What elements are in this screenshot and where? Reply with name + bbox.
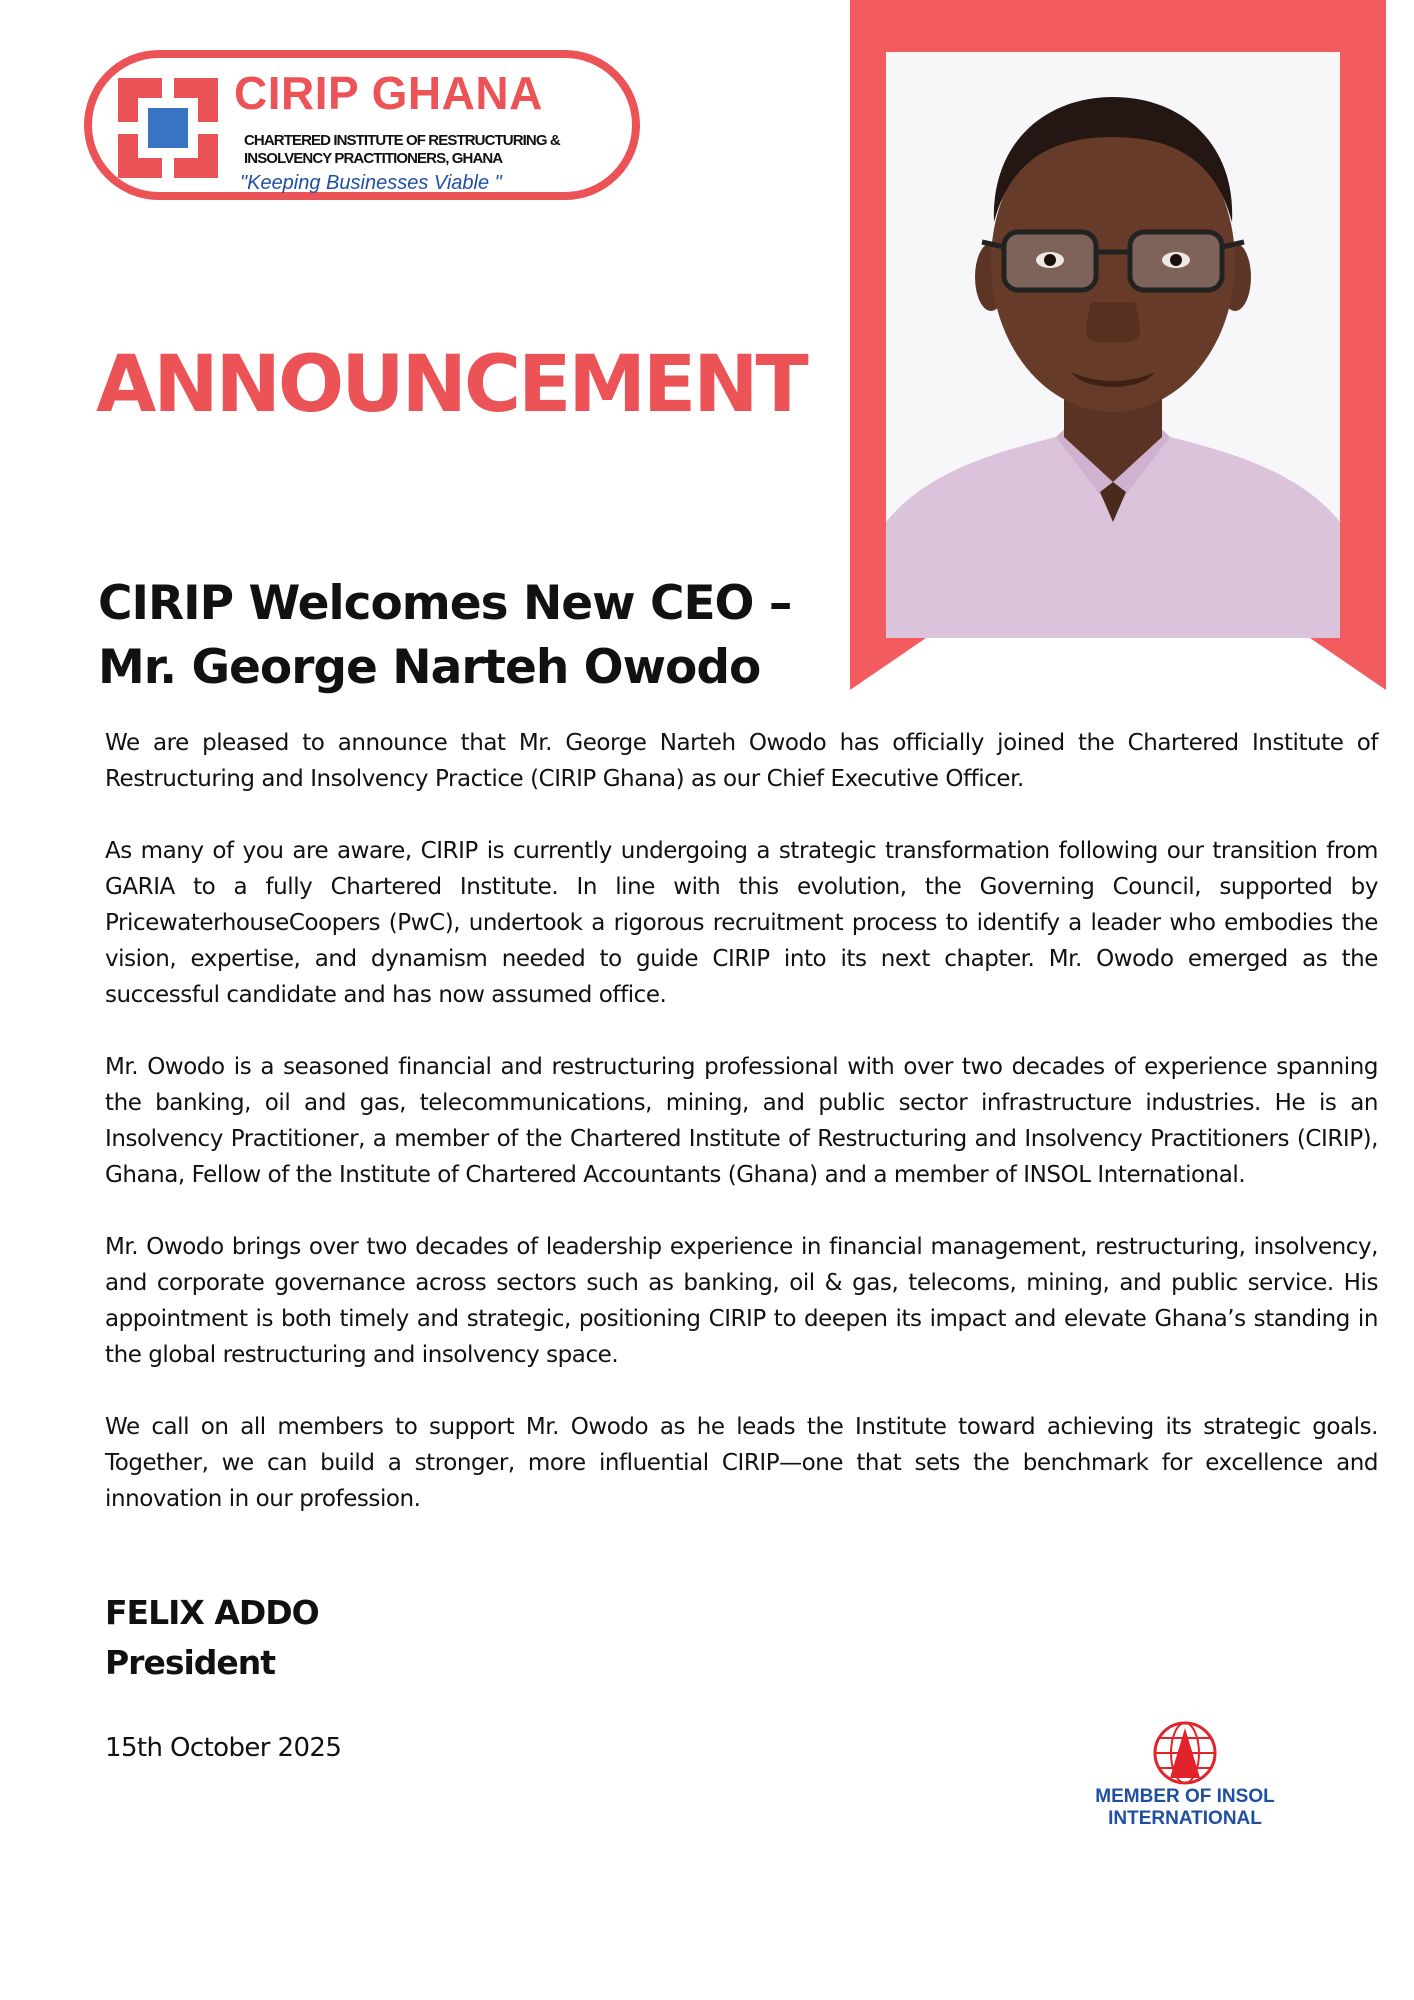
logo-subtitle-line2: INSOLVENCY PRACTITIONERS, GHANA <box>244 150 503 167</box>
insol-globe-icon <box>1152 1720 1218 1786</box>
insol-line2: INTERNATIONAL <box>1108 1808 1262 1829</box>
body-paragraph: We call on all members to support Mr. Owodo as he leads the Institute toward achieving its strategic goals. Together, we can build a stronger, more influential CIRIP—one that sets the benchmark for excellence and innovation in our profession. <box>105 1414 1378 1512</box>
cirip-logo <box>84 50 640 200</box>
logo-tagline: "Keeping Businesses Viable " <box>240 172 502 194</box>
body-paragraph: Mr. Owodo is a seasoned financial and restructuring professional with over two decades of experience spanning the banking, oil and gas, telecommunications, mining, and public sector infrastructure industries. He is an Insolvency Practitioner, a member of the Chartered Institute of Restructuring and Insolvency Practitioners (CIRIP), Ghana, Fellow of the Institute of Chartered Accountants (Ghana) and a member of INSOL International. <box>105 1054 1378 1188</box>
body-paragraph: Mr. Owodo brings over two decades of leadership experience in financial management, restructuring, insolvency, and corporate governance across sectors such as banking, oil & gas, telecoms, mining, and public service. His appointment is both timely and strategic, positioning CIRIP to deepen its impact and elevate Ghana’s standing in the global restructuring and insolvency space. <box>105 1234 1378 1368</box>
headline-line1: CIRIP Welcomes New CEO – <box>98 576 792 631</box>
logo-subtitle-line1: CHARTERED INSTITUTE OF RESTRUCTURING & <box>244 132 560 149</box>
ceo-portrait-image <box>886 52 1340 638</box>
announcement-date: 15th October 2025 <box>105 1733 342 1763</box>
logo-title: CIRIP GHANA <box>234 67 543 119</box>
signatory-title: President <box>105 1643 276 1682</box>
signature-block <box>105 1588 319 1688</box>
portrait-illustration <box>886 52 1340 638</box>
logo-subtitle <box>244 132 634 168</box>
headline-line2: Mr. George Narteh Owodo <box>98 640 761 695</box>
body-paragraph: We are pleased to announce that Mr. George Narteh Owodo has officially joined the Chartered Institute of Restructuring and Insolvency Practice (CIRIP Ghana) as our Chief Executive Officer. <box>105 730 1378 792</box>
announcement-heading: ANNOUNCEMENT <box>96 340 806 430</box>
headline <box>98 572 791 700</box>
cirip-square-logo-icon <box>118 78 218 178</box>
body-paragraph: As many of you are aware, CIRIP is currently undergoing a strategic transformation following our transition from GARIA to a fully Chartered Institute. In line with this evolution, the Governing Council, supported by PricewaterhouseCoopers (PwC), undertook a rigorous recruitment process to identify a leader who embodies the vision, expertise, and dynamism needed to guide CIRIP into its next chapter. Mr. Owodo emerged as the successful candidate and has now assumed office. <box>105 838 1378 1008</box>
insol-member-badge <box>1080 1720 1290 1830</box>
announcement-body <box>105 725 1378 1553</box>
signatory-name: FELIX ADDO <box>105 1593 319 1632</box>
insol-line1: MEMBER OF INSOL <box>1095 1786 1275 1807</box>
